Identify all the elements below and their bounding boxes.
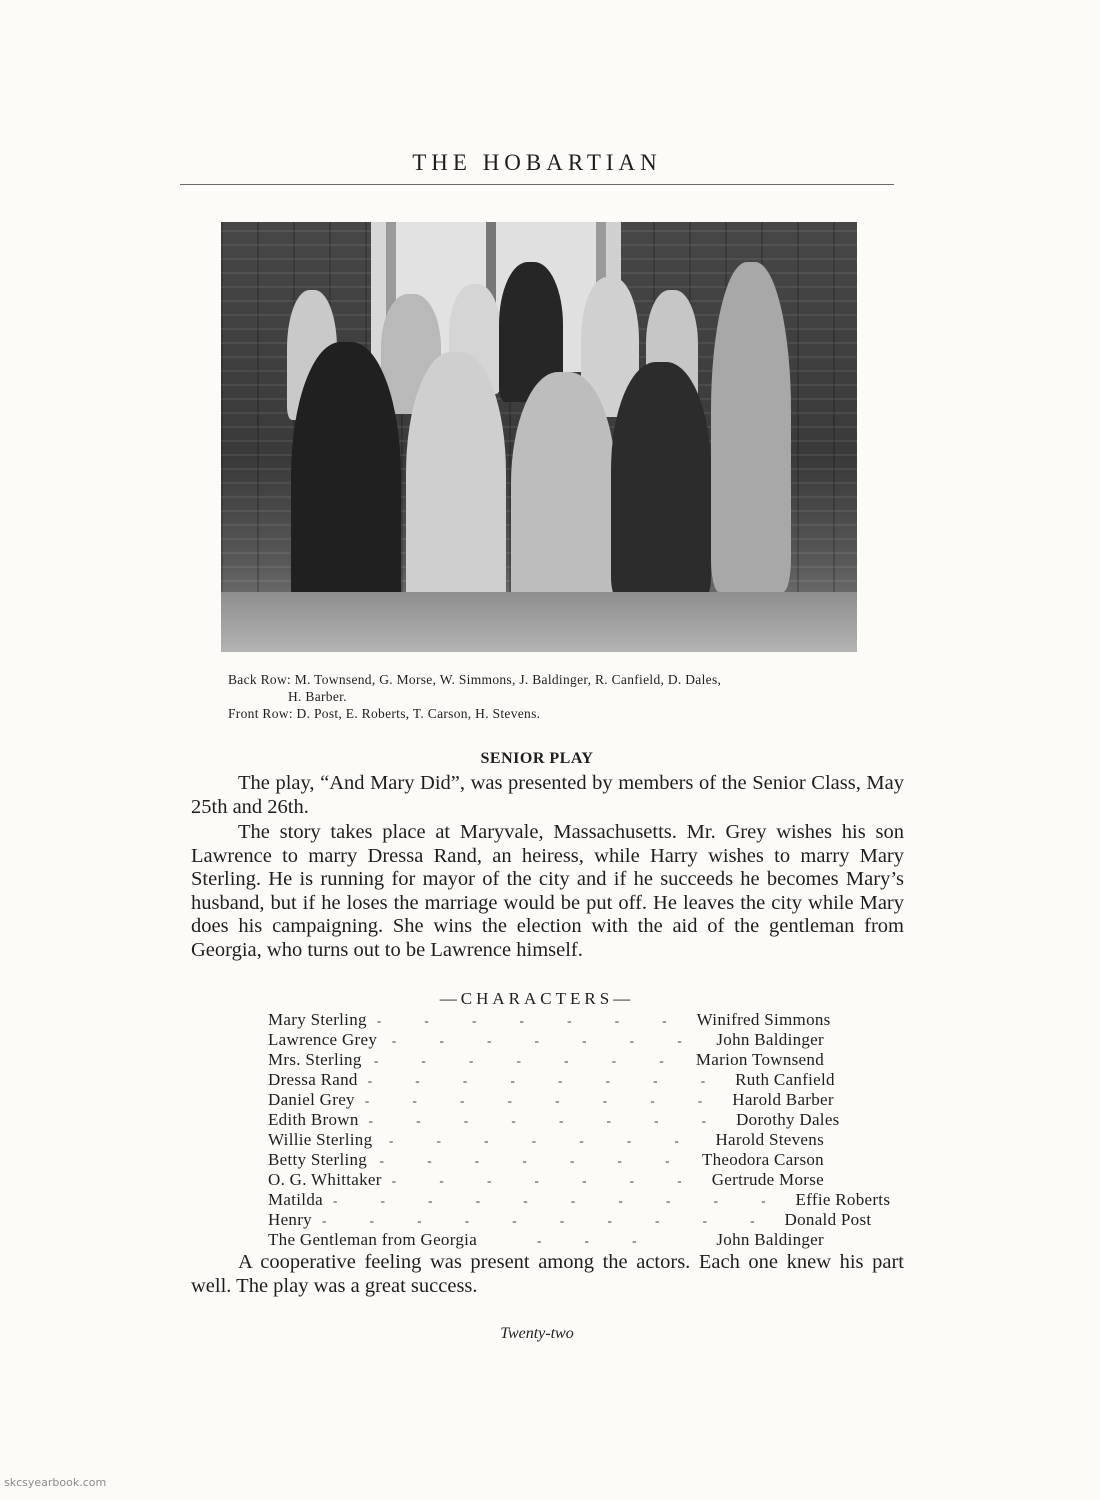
photo-figure: [611, 362, 711, 602]
cast-role: Dressa Rand: [268, 1070, 358, 1089]
cast-actor: Donald Post: [784, 1210, 872, 1229]
cast-role: Matilda: [268, 1190, 323, 1209]
cast-actor: Harold Barber: [732, 1090, 834, 1109]
cast-leader: - - - - - - - -: [368, 1113, 727, 1128]
page-number: Twenty-two: [500, 1325, 574, 1342]
cast-role: The Gentleman from Georgia: [268, 1230, 478, 1249]
cast-row: [268, 1190, 891, 1210]
cast-row: [268, 1170, 824, 1190]
cast-actor: Theodora Carson: [701, 1150, 824, 1169]
caption-front-row: Front Row: D. Post, E. Roberts, T. Carson, H. Stevens.: [228, 706, 541, 721]
header-rule: [180, 184, 894, 185]
cast-leader: - - - - - - -: [379, 1153, 690, 1168]
cast-actor: Gertrude Morse: [711, 1170, 824, 1189]
cast-row: [268, 1030, 824, 1050]
cast-leader: - - -: [536, 1233, 657, 1248]
cast-leader: - - - - - - - -: [364, 1093, 723, 1108]
paragraph-closing: A cooperative feeling was present among the actors. Each one knew his part well. The play was a great success.: [191, 1251, 904, 1297]
paragraph-intro: The play, “And Mary Did”, was presented by members of the Senior Class, May 25th and 26th.: [191, 772, 904, 818]
photo-ground: [221, 592, 857, 652]
cast-row: [268, 1230, 824, 1250]
cast-leader: - - - - - - -: [389, 1133, 699, 1148]
cast-role: Mary Sterling: [268, 1010, 367, 1029]
caption-back-row-cont: H. Barber.: [288, 689, 347, 704]
cast-row: [268, 1070, 835, 1090]
site-watermark: skcsyearbook.com: [4, 1476, 107, 1489]
photo-figure: [711, 262, 791, 592]
cast-row: [268, 1050, 824, 1070]
paragraph-story: The story takes place at Maryvale, Massachusetts. Mr. Grey wishes his son Lawrence to marry Dressa Rand, an heiress, while Harry wishes to marry Mary Sterling. He is running for mayor of the city and if he succeeds he becomes Mary’s husband, but if he loses the marriage would be put off. He leaves the city while Mary does his campaigning. She wins the election with the aid of the gentleman from Georgia, who turns out to be Lawrence himself.: [191, 821, 904, 961]
cast-row: [268, 1150, 824, 1170]
cast-actor: Effie Roberts: [795, 1190, 891, 1209]
cast-actor: Harold Stevens: [715, 1130, 824, 1149]
photo-figure: [406, 352, 506, 622]
cast-role: Lawrence Grey: [268, 1030, 378, 1049]
cast-role: Mrs. Sterling: [268, 1050, 362, 1069]
caption-back-row: Back Row: M. Townsend, G. Morse, W. Simmons, J. Baldinger, R. Canfield, D. Dales,: [228, 672, 722, 687]
cast-row: [268, 1090, 834, 1110]
cast-row: [268, 1210, 872, 1230]
cast-leader: - - - - - - - -: [367, 1073, 726, 1088]
cast-actor: Winifred Simmons: [696, 1010, 831, 1029]
section-heading: SENIOR PLAY: [480, 750, 594, 767]
cast-role: Willie Sterling: [268, 1130, 373, 1149]
cast-row: [268, 1130, 824, 1150]
cast-list: [268, 1010, 891, 1250]
characters-heading: —CHARACTERS—: [439, 989, 635, 1008]
cast-role: O. G. Whittaker: [268, 1170, 382, 1189]
cast-role: Henry: [268, 1210, 312, 1229]
cast-actor: Ruth Canfield: [735, 1070, 835, 1089]
photo-caption: [228, 671, 888, 722]
running-header: THE HOBARTIAN: [412, 150, 662, 175]
cast-actor: Dorothy Dales: [736, 1110, 840, 1129]
cast-actor: Marion Townsend: [695, 1050, 824, 1069]
cast-leader: - - - - - - - - - -: [332, 1193, 786, 1208]
photo-figure: [511, 372, 616, 622]
cast-role: Edith Brown: [268, 1110, 359, 1129]
cast-leader: - - - - - - -: [391, 1033, 702, 1048]
cast-leader: - - - - - - -: [391, 1173, 702, 1188]
cast-row: [268, 1010, 831, 1030]
cast-leader: - - - - - - -: [373, 1053, 684, 1068]
cast-actor: John Baldinger: [716, 1030, 824, 1049]
cast-leader: - - - - - - -: [376, 1013, 687, 1028]
group-photo: [221, 222, 857, 652]
cast-actor: John Baldinger: [716, 1230, 824, 1249]
cast-role: Daniel Grey: [268, 1090, 355, 1109]
cast-role: Betty Sterling: [268, 1150, 368, 1169]
cast-row: [268, 1110, 840, 1130]
cast-leader: - - - - - - - - - -: [321, 1213, 775, 1228]
